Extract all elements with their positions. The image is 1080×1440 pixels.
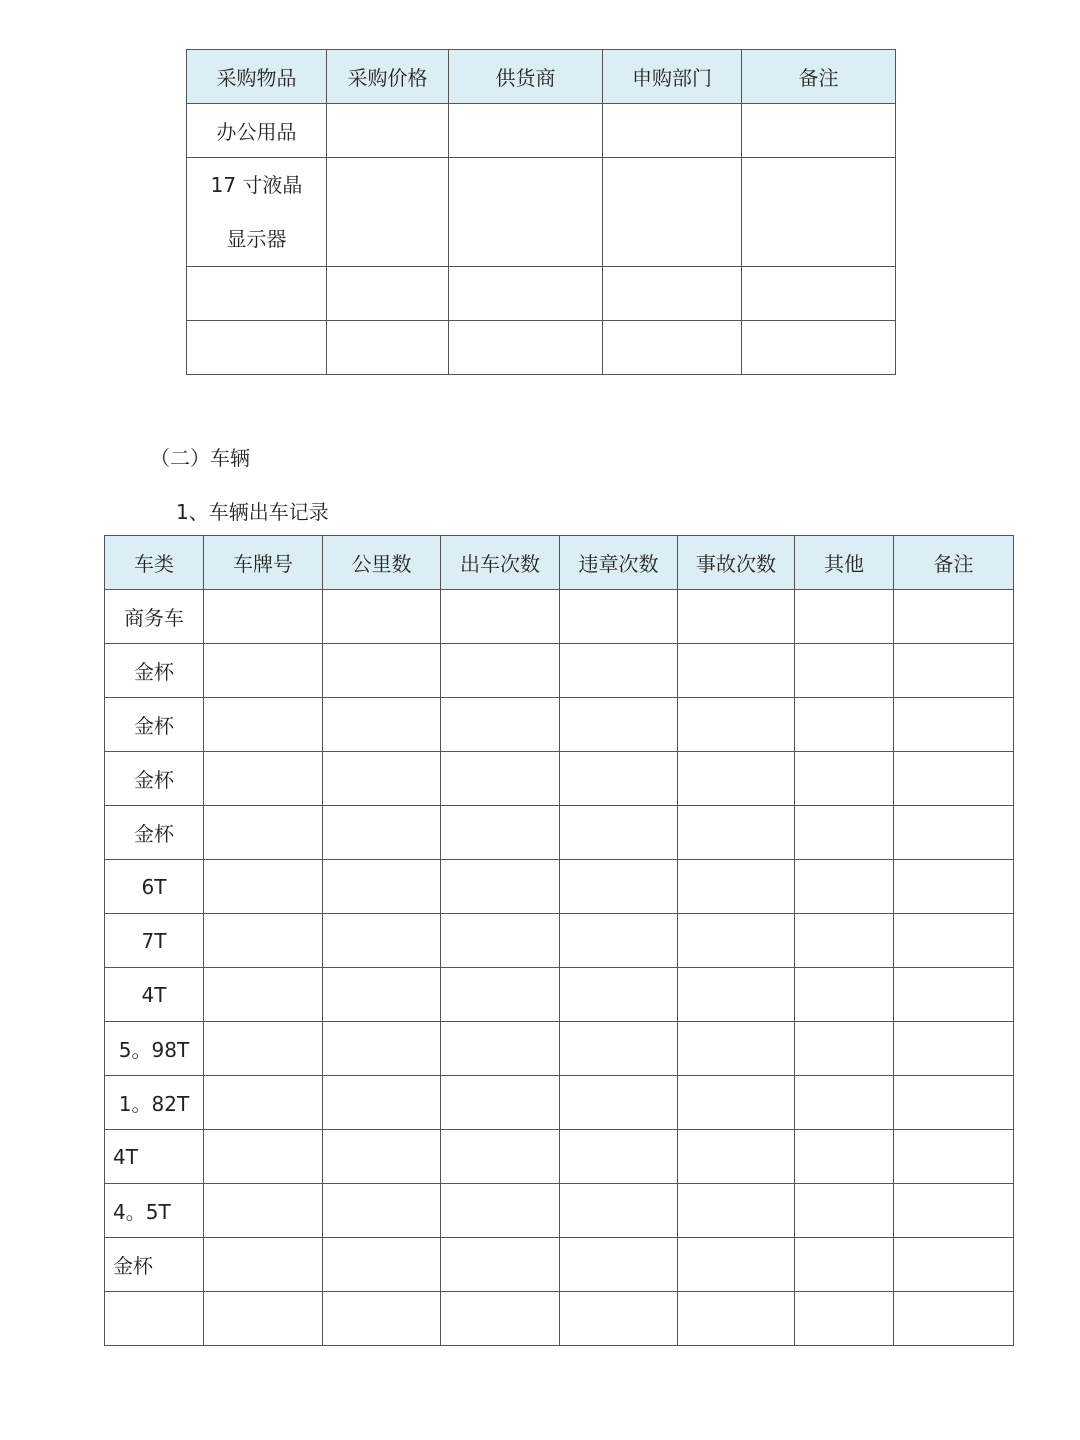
vehicle-cell <box>560 806 678 860</box>
table-row <box>105 1130 1014 1184</box>
vehicle-cell <box>894 1184 1014 1238</box>
vehicle-cell <box>204 806 323 860</box>
purchase-header-item: 采购物品 <box>187 50 327 104</box>
vehicle-header-violations: 违章次数 <box>560 536 678 590</box>
vehicle-cell <box>204 1184 323 1238</box>
vehicle-header-plate: 车牌号 <box>204 536 323 590</box>
purchase-header-row <box>187 50 896 104</box>
vehicle-cell <box>795 1292 894 1346</box>
table-row <box>105 914 1014 968</box>
vehicle-cell-category: 4T <box>105 1130 204 1184</box>
table-row <box>105 1238 1014 1292</box>
table-row <box>105 752 1014 806</box>
vehicle-cell <box>323 1238 441 1292</box>
vehicle-cell <box>204 914 323 968</box>
vehicle-cell <box>894 590 1014 644</box>
purchase-cell <box>742 267 896 321</box>
vehicle-cell <box>323 1130 441 1184</box>
vehicle-cell <box>795 806 894 860</box>
vehicle-cell <box>441 914 560 968</box>
vehicle-cell <box>441 1238 560 1292</box>
vehicle-cell <box>678 644 795 698</box>
vehicle-cell <box>441 806 560 860</box>
table-row <box>187 267 896 321</box>
vehicle-cell-category: 5。98T <box>105 1022 204 1076</box>
vehicle-cell <box>560 968 678 1022</box>
purchase-cell <box>327 267 449 321</box>
vehicle-cell <box>441 968 560 1022</box>
table-row <box>105 590 1014 644</box>
vehicle-cell <box>323 644 441 698</box>
vehicle-cell <box>323 1184 441 1238</box>
purchase-cell <box>449 267 603 321</box>
vehicle-cell <box>204 590 323 644</box>
sub-heading: 1、车辆出车记录 <box>176 500 329 524</box>
vehicle-cell <box>795 752 894 806</box>
vehicle-cell <box>795 1238 894 1292</box>
table-row <box>105 806 1014 860</box>
vehicle-cell <box>894 968 1014 1022</box>
vehicle-cell <box>204 644 323 698</box>
vehicle-header-mileage: 公里数 <box>323 536 441 590</box>
table-row <box>187 158 896 267</box>
purchase-header-remarks: 备注 <box>742 50 896 104</box>
vehicle-cell <box>795 968 894 1022</box>
vehicle-cell-category: 4。5T <box>105 1184 204 1238</box>
table-row <box>105 860 1014 914</box>
purchase-cell <box>603 267 742 321</box>
vehicle-header-trips: 出车次数 <box>441 536 560 590</box>
vehicle-cell <box>441 590 560 644</box>
vehicle-table-body <box>105 590 1014 1346</box>
vehicle-cell <box>560 1130 678 1184</box>
vehicle-cell <box>678 860 795 914</box>
purchase-cell <box>327 321 449 375</box>
vehicle-cell <box>678 590 795 644</box>
vehicle-cell <box>678 806 795 860</box>
vehicle-cell <box>323 860 441 914</box>
vehicle-cell <box>894 914 1014 968</box>
vehicle-cell <box>441 644 560 698</box>
table-row <box>187 104 896 158</box>
vehicle-cell <box>894 1022 1014 1076</box>
vehicle-cell <box>894 1292 1014 1346</box>
vehicle-cell <box>560 1076 678 1130</box>
vehicle-cell <box>323 914 441 968</box>
vehicle-cell <box>560 1022 678 1076</box>
table-row <box>105 1184 1014 1238</box>
vehicle-cell <box>204 698 323 752</box>
vehicle-cell <box>323 1292 441 1346</box>
vehicle-cell <box>323 1022 441 1076</box>
purchase-cell <box>742 158 896 267</box>
vehicle-cell <box>560 914 678 968</box>
vehicle-cell <box>560 1184 678 1238</box>
vehicle-cell <box>894 644 1014 698</box>
vehicle-cell <box>323 698 441 752</box>
vehicle-cell-category: 金杯 <box>105 698 204 752</box>
vehicle-cell <box>560 590 678 644</box>
vehicle-cell-category: 6T <box>105 860 204 914</box>
vehicle-cell <box>204 752 323 806</box>
vehicle-cell <box>441 1076 560 1130</box>
purchase-cell <box>742 104 896 158</box>
vehicle-cell-category: 金杯 <box>105 752 204 806</box>
vehicle-cell <box>560 860 678 914</box>
vehicle-cell <box>678 914 795 968</box>
vehicle-cell <box>894 752 1014 806</box>
vehicle-cell <box>204 860 323 914</box>
vehicle-cell <box>204 1130 323 1184</box>
vehicle-cell <box>560 752 678 806</box>
table-row <box>105 1022 1014 1076</box>
vehicle-cell <box>204 968 323 1022</box>
vehicle-header-other: 其他 <box>795 536 894 590</box>
purchase-cell <box>449 321 603 375</box>
vehicle-cell <box>894 1130 1014 1184</box>
vehicle-cell <box>678 968 795 1022</box>
vehicle-cell <box>678 1292 795 1346</box>
table-row <box>105 1076 1014 1130</box>
section-heading: （二）车辆 <box>150 446 250 470</box>
vehicle-table <box>104 535 1014 1346</box>
vehicle-cell-category: 金杯 <box>105 1238 204 1292</box>
purchase-cell-item <box>187 321 327 375</box>
vehicle-cell <box>204 1076 323 1130</box>
vehicle-cell <box>323 1076 441 1130</box>
vehicle-cell <box>795 1076 894 1130</box>
vehicle-cell <box>678 1130 795 1184</box>
vehicle-cell-category: 4T <box>105 968 204 1022</box>
vehicle-cell <box>894 1076 1014 1130</box>
vehicle-cell <box>795 590 894 644</box>
vehicle-cell <box>894 860 1014 914</box>
vehicle-cell <box>323 752 441 806</box>
vehicle-cell <box>441 1184 560 1238</box>
vehicle-cell <box>795 698 894 752</box>
vehicle-cell <box>678 752 795 806</box>
purchase-cell-item <box>187 267 327 321</box>
vehicle-cell-category: 1。82T <box>105 1076 204 1130</box>
vehicle-cell <box>204 1238 323 1292</box>
vehicle-cell <box>795 914 894 968</box>
purchase-cell <box>603 104 742 158</box>
vehicle-cell <box>441 698 560 752</box>
vehicle-cell <box>441 1130 560 1184</box>
purchase-table <box>186 49 896 375</box>
vehicle-cell <box>795 1130 894 1184</box>
vehicle-cell <box>795 1022 894 1076</box>
purchase-cell <box>742 321 896 375</box>
purchase-cell <box>603 321 742 375</box>
vehicle-cell <box>204 1292 323 1346</box>
vehicle-cell <box>560 698 678 752</box>
vehicle-cell-category: 7T <box>105 914 204 968</box>
vehicle-header-accidents: 事故次数 <box>678 536 795 590</box>
vehicle-cell <box>894 698 1014 752</box>
vehicle-cell-category <box>105 1292 204 1346</box>
table-row <box>187 321 896 375</box>
vehicle-header-row <box>105 536 1014 590</box>
vehicle-cell <box>441 752 560 806</box>
purchase-cell <box>449 158 603 267</box>
table-row <box>105 698 1014 752</box>
vehicle-cell <box>678 1238 795 1292</box>
table-row <box>105 644 1014 698</box>
purchase-header-department: 申购部门 <box>603 50 742 104</box>
vehicle-cell <box>560 1238 678 1292</box>
vehicle-cell <box>560 644 678 698</box>
vehicle-cell <box>560 1292 678 1346</box>
vehicle-cell <box>795 1184 894 1238</box>
vehicle-cell <box>323 590 441 644</box>
purchase-cell-item: 17 寸液晶显示器 <box>187 158 327 267</box>
vehicle-cell <box>323 968 441 1022</box>
purchase-cell <box>603 158 742 267</box>
vehicle-header-remarks: 备注 <box>894 536 1014 590</box>
purchase-cell <box>449 104 603 158</box>
table-row <box>105 1292 1014 1346</box>
vehicle-cell <box>204 1022 323 1076</box>
vehicle-cell-category: 商务车 <box>105 590 204 644</box>
purchase-header-supplier: 供货商 <box>449 50 603 104</box>
vehicle-cell <box>894 806 1014 860</box>
vehicle-cell <box>795 860 894 914</box>
vehicle-cell <box>441 860 560 914</box>
vehicle-cell <box>678 698 795 752</box>
purchase-header-price: 采购价格 <box>327 50 449 104</box>
vehicle-cell <box>678 1184 795 1238</box>
vehicle-cell-category: 金杯 <box>105 806 204 860</box>
vehicle-cell-category: 金杯 <box>105 644 204 698</box>
table-row <box>105 968 1014 1022</box>
vehicle-cell <box>323 806 441 860</box>
purchase-cell-item: 办公用品 <box>187 104 327 158</box>
vehicle-cell <box>441 1292 560 1346</box>
vehicle-cell <box>795 644 894 698</box>
vehicle-cell <box>678 1022 795 1076</box>
purchase-cell <box>327 104 449 158</box>
vehicle-cell <box>678 1076 795 1130</box>
purchase-cell <box>327 158 449 267</box>
vehicle-cell <box>894 1238 1014 1292</box>
vehicle-cell <box>441 1022 560 1076</box>
vehicle-header-category: 车类 <box>105 536 204 590</box>
